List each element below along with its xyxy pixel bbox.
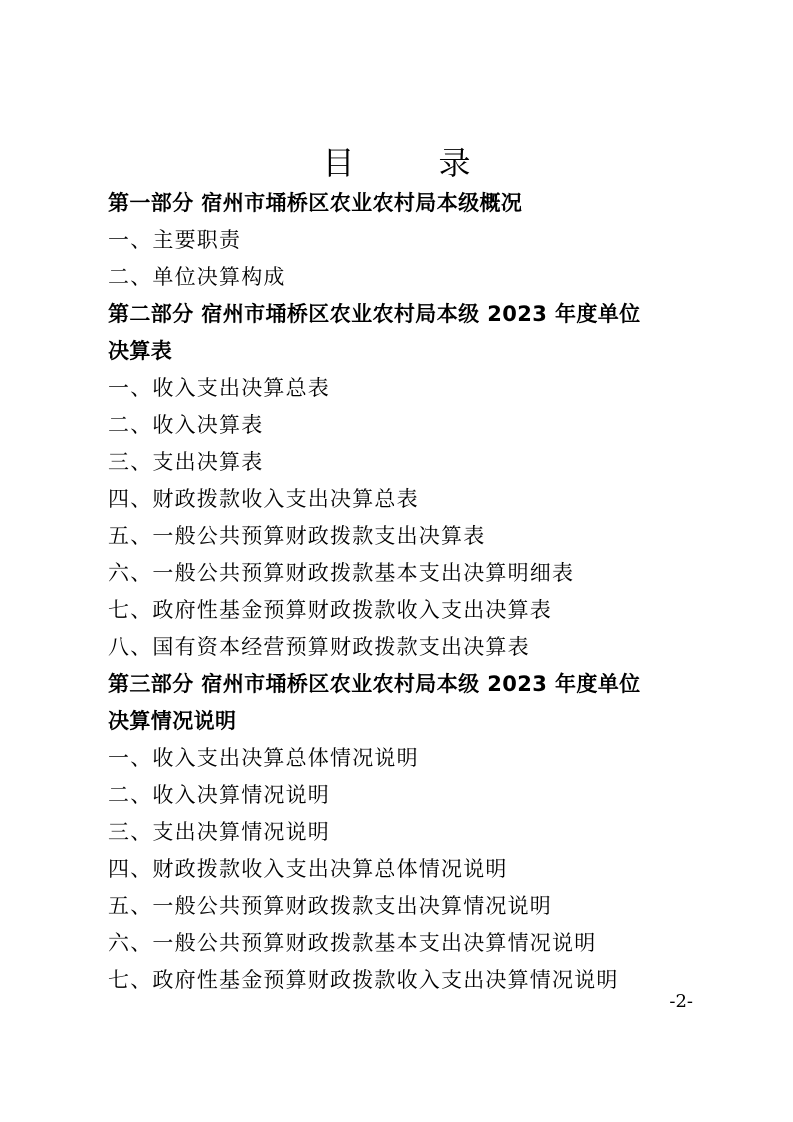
toc-item: 六、一般公共预算财政拨款基本支出决算情况说明 bbox=[108, 931, 597, 955]
table-of-contents bbox=[108, 185, 708, 999]
page-number: -2- bbox=[669, 991, 693, 1012]
toc-item: 五、一般公共预算财政拨款支出决算情况说明 bbox=[108, 894, 552, 918]
toc-item: 一、收入支出决算总表 bbox=[108, 376, 330, 400]
toc-item: 二、收入决算表 bbox=[108, 413, 264, 437]
toc-item: 四、财政拨款收入支出决算总体情况说明 bbox=[108, 857, 508, 881]
toc-part-heading: 第三部分 宿州市埇桥区农业农村局本级 2023 年度单位 bbox=[108, 672, 641, 696]
toc-item: 五、一般公共预算财政拨款支出决算表 bbox=[108, 524, 486, 548]
toc-part-heading: 第一部分 宿州市埇桥区农业农村局本级概况 bbox=[108, 191, 523, 215]
toc-item: 六、一般公共预算财政拨款基本支出决算明细表 bbox=[108, 561, 575, 585]
toc-item: 一、收入支出决算总体情况说明 bbox=[108, 746, 419, 770]
toc-item: 三、支出决算表 bbox=[108, 450, 264, 474]
toc-item: 七、政府性基金预算财政拨款收入支出决算表 bbox=[108, 598, 552, 622]
toc-part-heading: 第二部分 宿州市埇桥区农业农村局本级 2023 年度单位 bbox=[108, 302, 641, 326]
toc-item: 三、支出决算情况说明 bbox=[108, 820, 330, 844]
toc-part-heading-continued: 决算表 bbox=[108, 339, 173, 363]
toc-item: 七、政府性基金预算财政拨款收入支出决算情况说明 bbox=[108, 968, 619, 992]
toc-item: 四、财政拨款收入支出决算总表 bbox=[108, 487, 419, 511]
toc-item: 二、单位决算构成 bbox=[108, 265, 286, 289]
toc-item: 一、主要职责 bbox=[108, 228, 242, 252]
toc-part-heading-continued: 决算情况说明 bbox=[108, 709, 237, 733]
page-title: 目 录 bbox=[322, 144, 497, 182]
toc-item: 二、收入决算情况说明 bbox=[108, 783, 330, 807]
toc-item: 八、国有资本经营预算财政拨款支出决算表 bbox=[108, 635, 530, 659]
